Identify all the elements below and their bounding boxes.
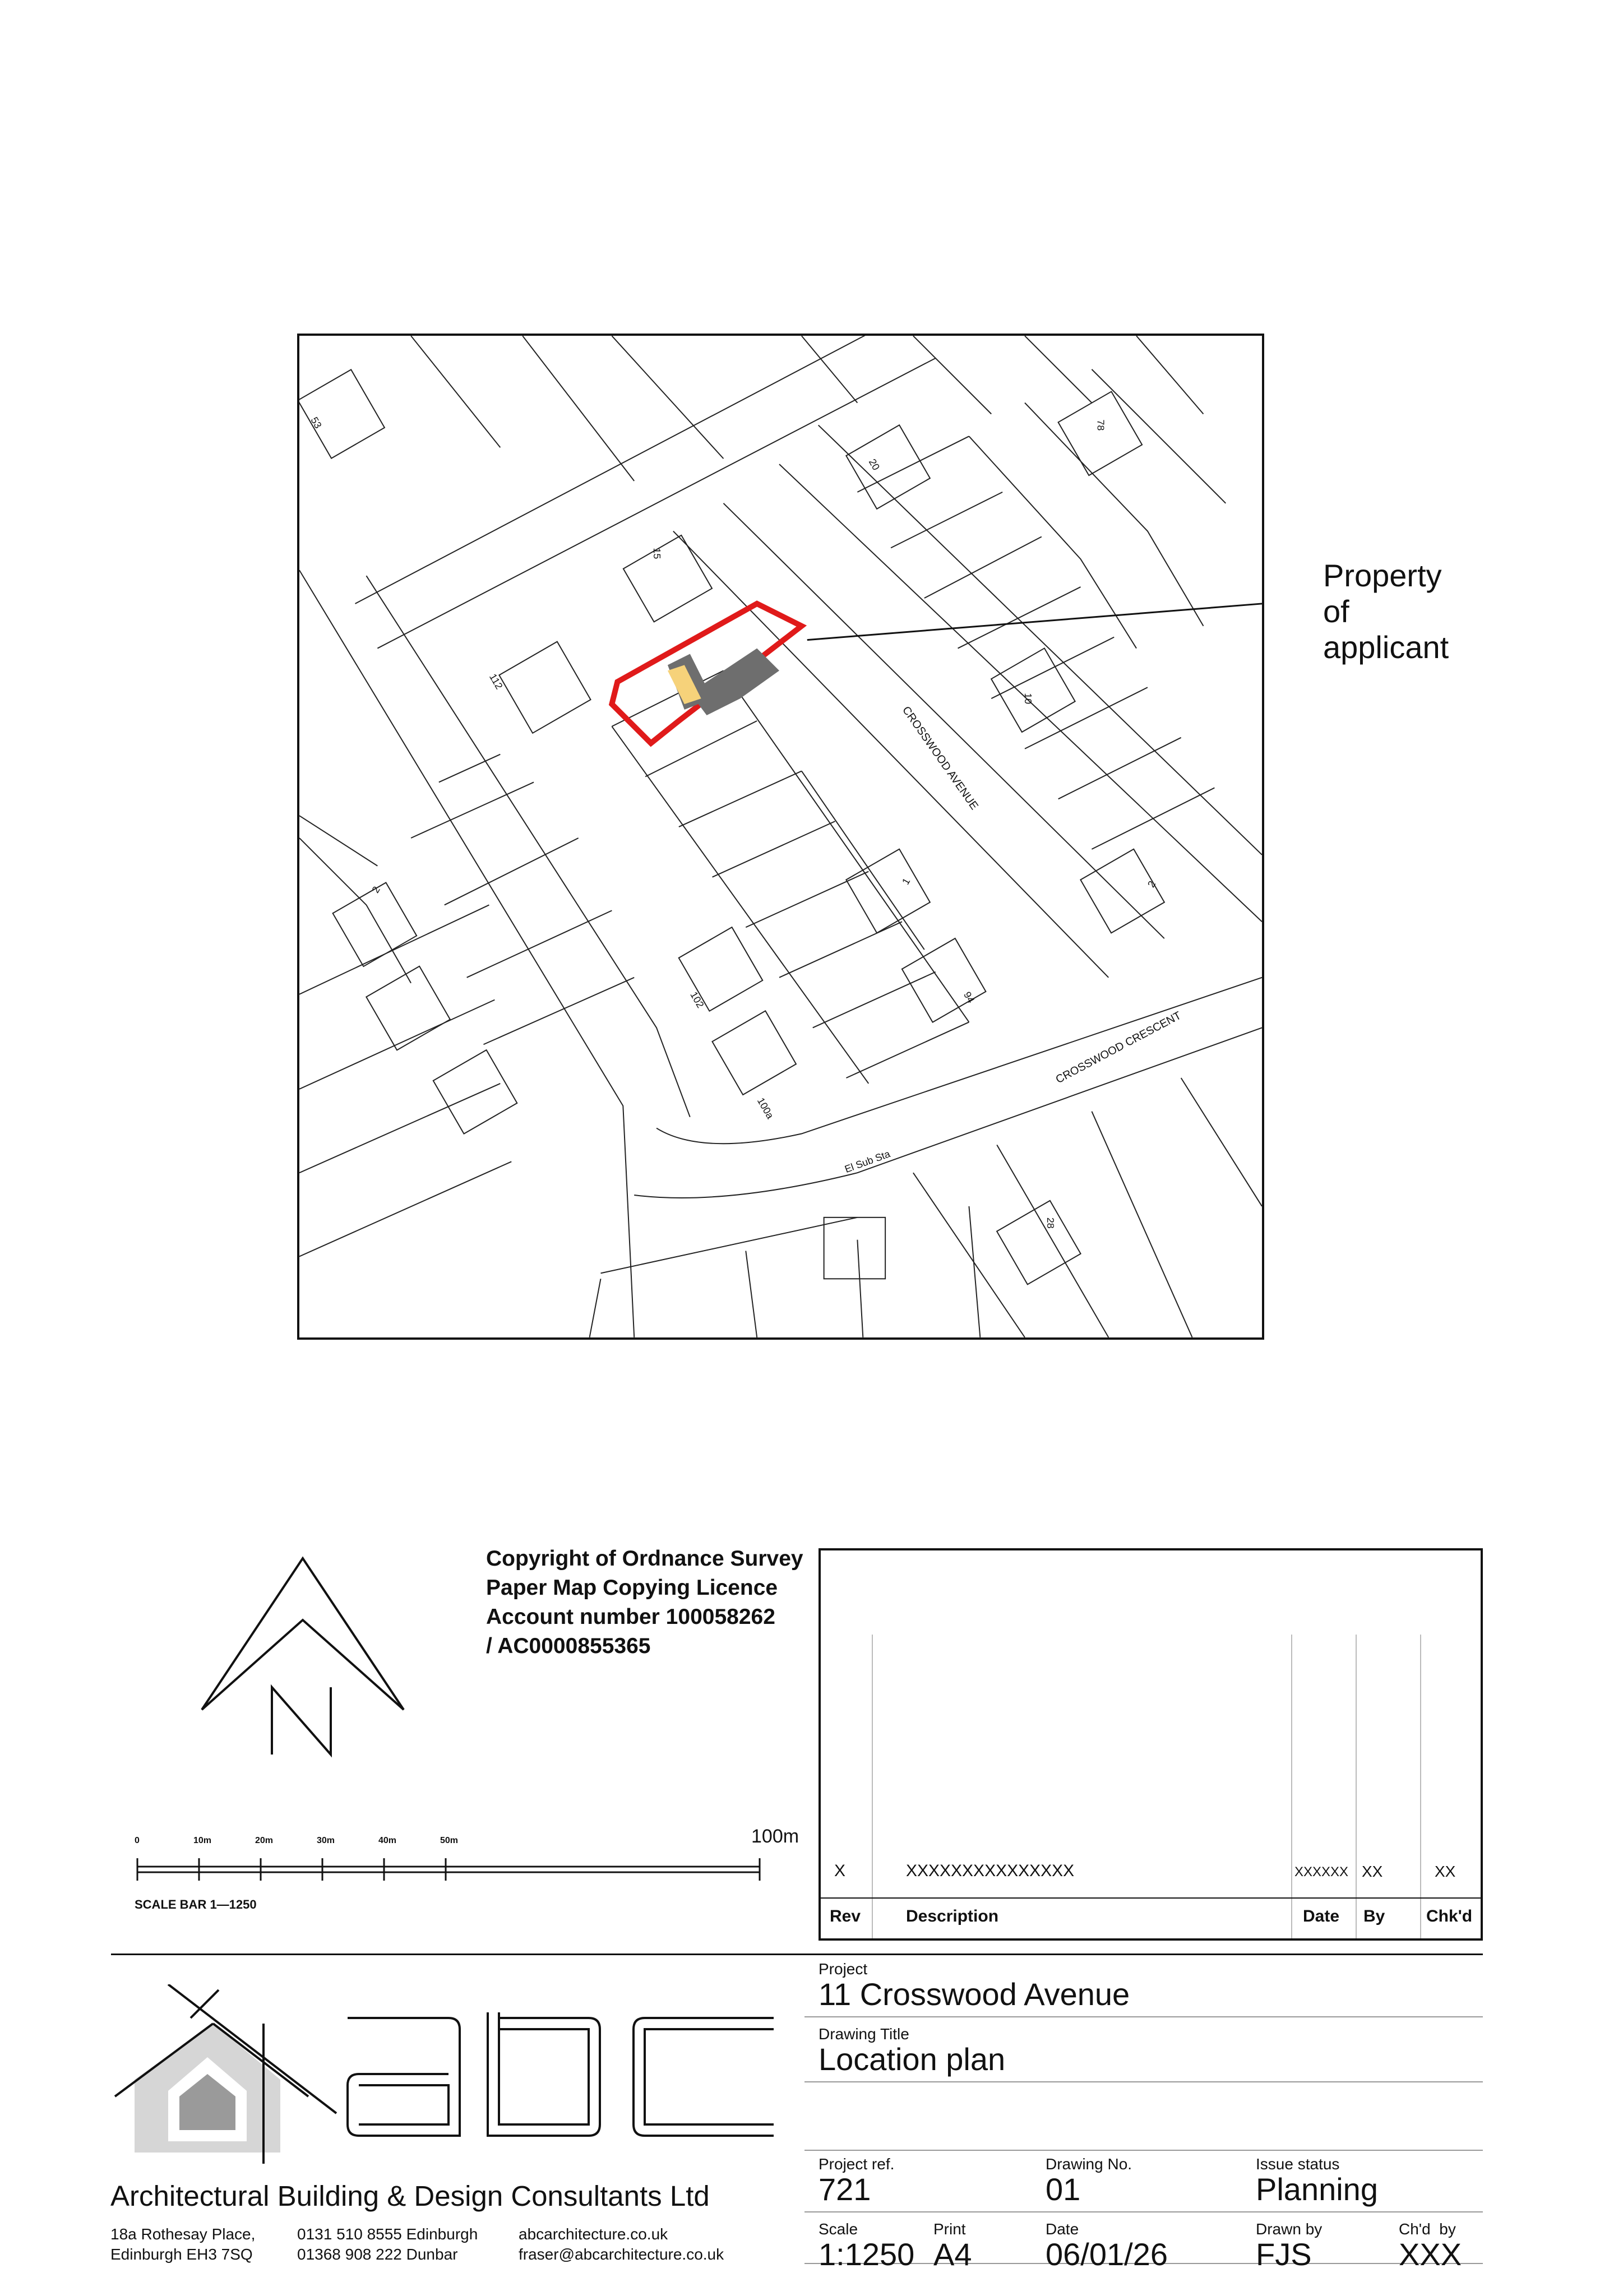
drawing-title-label: Drawing Title [819,2025,909,2043]
revision-rev-value: X [834,1862,846,1880]
scale-bar-graphic [135,1853,762,1886]
divider [804,2211,1483,2212]
revision-header-by: By [1363,1907,1385,1925]
drawing-no-label: Drawing No. [1046,2155,1132,2173]
road-edge [779,425,1262,922]
house-number-label: 15 [651,548,663,559]
address-line: Edinburgh EH3 7SQ [110,2246,253,2263]
revision-header-rev: Rev [830,1907,861,1925]
house-number-label: 28 [1044,1217,1056,1229]
project-label: Project [819,1960,868,1978]
project-ref-value: 721 [819,2172,871,2207]
scale-bar [135,1826,807,1925]
house-number-label: 1 [900,876,913,887]
divider [804,2150,1483,2151]
date-value: 06/01/26 [1046,2237,1168,2272]
title-block [804,1954,1483,2296]
date-label: Date [1046,2220,1079,2238]
house-number-label: 94 [961,989,977,1005]
house-number-label: 102 [688,989,706,1010]
address-line: 18a Rothesay Place, [110,2225,256,2243]
callout-line-2: of [1323,594,1349,629]
revision-by-value: XX [1362,1863,1383,1880]
project-ref-label: Project ref. [819,2155,895,2173]
revision-description-value: XXXXXXXXXXXXXXX [906,1862,1075,1880]
chkd-by-label: Ch'd by [1399,2220,1456,2238]
divider [804,2081,1483,2082]
property-callout [1323,558,1449,665]
scale-tick-label: 0 [135,1836,140,1845]
house-number-label: 100a [755,1095,776,1121]
scale-tick-label: 30m [317,1836,335,1845]
scale-caption: SCALE BAR 1—1250 [135,1897,257,1911]
scale-tick-label: 10m [193,1836,212,1845]
house-number-label: 2 [1145,878,1158,890]
copyright-line: Account number 100058262 [486,1605,775,1629]
revision-header-description: Description [906,1907,999,1925]
drawn-by-value: FJS [1256,2237,1312,2272]
house-number-label: 2 [369,884,382,895]
house-number-label: 20 [866,457,882,473]
company-name: Architectural Building & Design Consultants Ltd [110,2180,710,2212]
issue-status-label: Issue status [1256,2155,1340,2173]
divider [804,2016,1483,2017]
revision-header-chkd: Chk'd [1426,1907,1473,1925]
company-phones [297,2224,478,2265]
copyright-line: Copyright of Ordnance Survey [486,1547,803,1571]
scale-label: Scale [819,2220,858,2238]
north-arrow-icon [191,1553,415,1766]
drawn-by-label: Drawn by [1256,2220,1323,2238]
road-edge [634,978,1262,1198]
copyright-notice [486,1544,803,1661]
copyright-line: / AC0000855365 [486,1634,651,1658]
house-number-label: 53 [308,415,324,430]
callout-line-3: applicant [1323,629,1449,665]
revisions-table [819,1548,1483,1941]
issue-status-value: Planning [1256,2172,1378,2207]
print-label: Print [933,2220,966,2238]
phone-line: 0131 510 8555 Edinburgh [297,2225,478,2243]
street-label: CROSSWOOD CRESCENT [1053,1009,1183,1086]
drawing-title-value: Location plan [819,2042,1006,2077]
house-number-label: 112 [487,672,505,692]
phone-line: 01368 908 222 Dunbar [297,2246,458,2263]
chkd-by-value: XXX [1399,2237,1462,2272]
revision-chkd-value: XX [1435,1863,1456,1880]
callout-line-1: Property [1323,558,1442,593]
house-number-label: 10 [1022,693,1034,705]
house-number-label: 78 [1095,419,1107,431]
scale-tick-label: 40m [378,1836,397,1845]
copyright-line: Paper Map Copying Licence [486,1576,778,1600]
scale-value: 1:1250 [819,2237,915,2272]
road-edge [299,816,411,983]
scale-tick-label: 50m [440,1836,459,1845]
company-web [519,2224,724,2265]
company-logo-wordmark [342,2012,779,2141]
project-value: 11 Crosswood Avenue [819,1976,1130,2012]
street-label: CROSSWOOD AVENUE [899,704,981,812]
scale-end-label: 100m [751,1826,799,1847]
drawing-no-value: 01 [1046,2172,1081,2207]
road-edge [355,336,936,649]
company-logo-icon [112,1984,359,2164]
scale-tick-label: 20m [255,1836,274,1845]
substation-label: El Sub Sta [843,1148,892,1175]
website-link[interactable]: abcarchitecture.co.uk [519,2225,668,2243]
company-address [110,2224,255,2265]
location-map [297,334,1264,1340]
revision-header-date: Date [1303,1907,1340,1925]
revision-date-value: XXXXXX [1294,1864,1349,1880]
print-value: A4 [933,2237,972,2272]
email-link[interactable]: fraser@abcarchitecture.co.uk [519,2246,724,2263]
os-map-drawing [299,336,1262,1337]
